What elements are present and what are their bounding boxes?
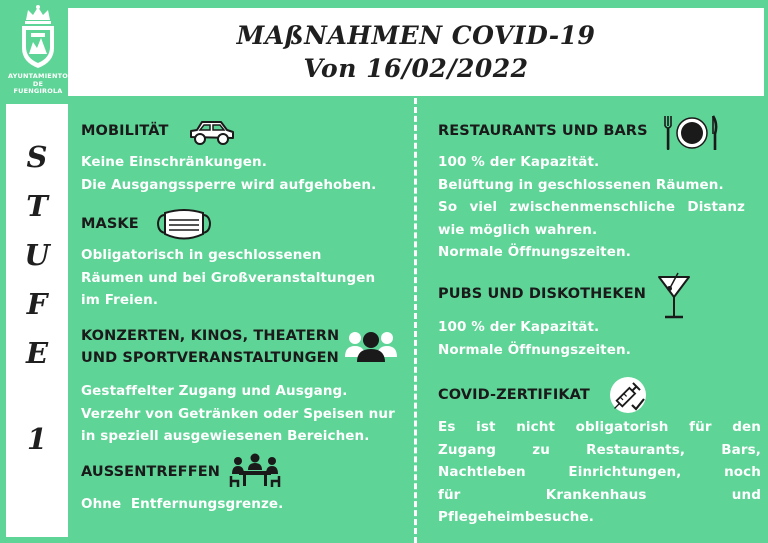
- stufe-number: 1: [26, 422, 48, 456]
- car-icon: [185, 117, 237, 147]
- text-line: Belüftung in geschlossenen Räumen.: [438, 176, 724, 193]
- audience-icon: [343, 327, 399, 363]
- text-line: Verzehr von Getränken oder Speisen nur: [81, 405, 395, 422]
- text-line: 100 % der Kapazität.: [438, 154, 600, 170]
- text-line: Es ist nicht obligatorish für den: [438, 419, 761, 435]
- syringe-check-icon: [606, 375, 650, 415]
- stufe-letter: U: [24, 238, 50, 272]
- heading-line: UND SPORTVERANSTALTUNGEN: [81, 350, 339, 366]
- text-line: für Krankenhaus und: [438, 486, 761, 503]
- page-title: MAßNAHMEN COVID-19: [236, 21, 596, 50]
- pubs-text: [438, 316, 631, 361]
- maske-heading: MASKE: [81, 216, 139, 232]
- column-divider: [414, 98, 417, 543]
- people-at-table-icon: [229, 452, 281, 488]
- text-line: Normale Öffnungszeiten.: [438, 244, 631, 260]
- text-line: wie möglich wahren.: [438, 221, 598, 238]
- stufe-panel: [6, 104, 68, 537]
- mobilitaet-text: [81, 151, 376, 196]
- text-line: Gestaffelter Zugang und Ausgang.: [81, 383, 348, 399]
- title-banner: [68, 8, 764, 96]
- text-line: Obligatorisch in geschlossenen: [81, 247, 322, 263]
- pubs-heading: PUBS UND DISKOTHEKEN: [438, 286, 646, 302]
- face-mask-icon: [155, 207, 213, 243]
- logo-text-line1: AYUNTAMIENTO: [8, 72, 68, 80]
- stufe-letter: S: [26, 140, 48, 174]
- text-line: So viel zwischenmenschliche Distanz: [438, 199, 745, 215]
- text-line: in speziell ausgewiesenen Bereichen.: [81, 428, 370, 444]
- text-line: Normale Öffnungszeiten.: [438, 341, 631, 358]
- text-line: Die Ausgangssperre wird aufgehoben.: [81, 176, 377, 193]
- plate-cutlery-icon: [660, 112, 720, 154]
- restaurants-heading: RESTAURANTS UND BARS: [438, 123, 648, 139]
- text-line: Pflegeheimbesuche.: [438, 509, 594, 525]
- stufe-letter: T: [26, 189, 48, 223]
- logo-text-line2: DE FUENGIROLA: [13, 79, 63, 95]
- konzerte-heading: [81, 325, 339, 369]
- stufe-letter: F: [26, 287, 48, 321]
- restaurants-text: [438, 151, 745, 264]
- text-line: Keine Einschränkungen.: [81, 154, 267, 170]
- aussentreffen-text: [81, 493, 283, 516]
- coat-of-arms-icon: [18, 4, 58, 70]
- heading-line: KONZERTEN, KINOS, THEATERN: [81, 328, 340, 344]
- text-line: Räumen und bei Großveranstaltungen: [81, 269, 376, 286]
- aussentreffen-heading: AUSSENTREFFEN: [81, 464, 220, 480]
- stufe-letter: E: [25, 336, 49, 370]
- logo-text: [8, 73, 68, 96]
- page-date: Von 16/02/2022: [303, 54, 529, 83]
- text-line: Zugang zu Restaurants, Bars,: [438, 441, 761, 458]
- konzerte-text: [81, 380, 395, 448]
- municipality-logo: [8, 4, 68, 98]
- mobilitaet-heading: MOBILITÄT: [81, 123, 169, 139]
- zertifikat-heading: COVID-ZERTIFIKAT: [438, 387, 590, 403]
- text-line: im Freien.: [81, 292, 159, 308]
- text-line: Ohne Entfernungsgrenze.: [81, 496, 284, 512]
- zertifikat-text: [438, 416, 761, 529]
- cocktail-glass-icon: [656, 272, 692, 322]
- text-line: 100 % der Kapazität.: [438, 319, 600, 335]
- maske-text: [81, 244, 375, 312]
- text-line: Nachtleben Einrichtungen, noch: [438, 464, 761, 480]
